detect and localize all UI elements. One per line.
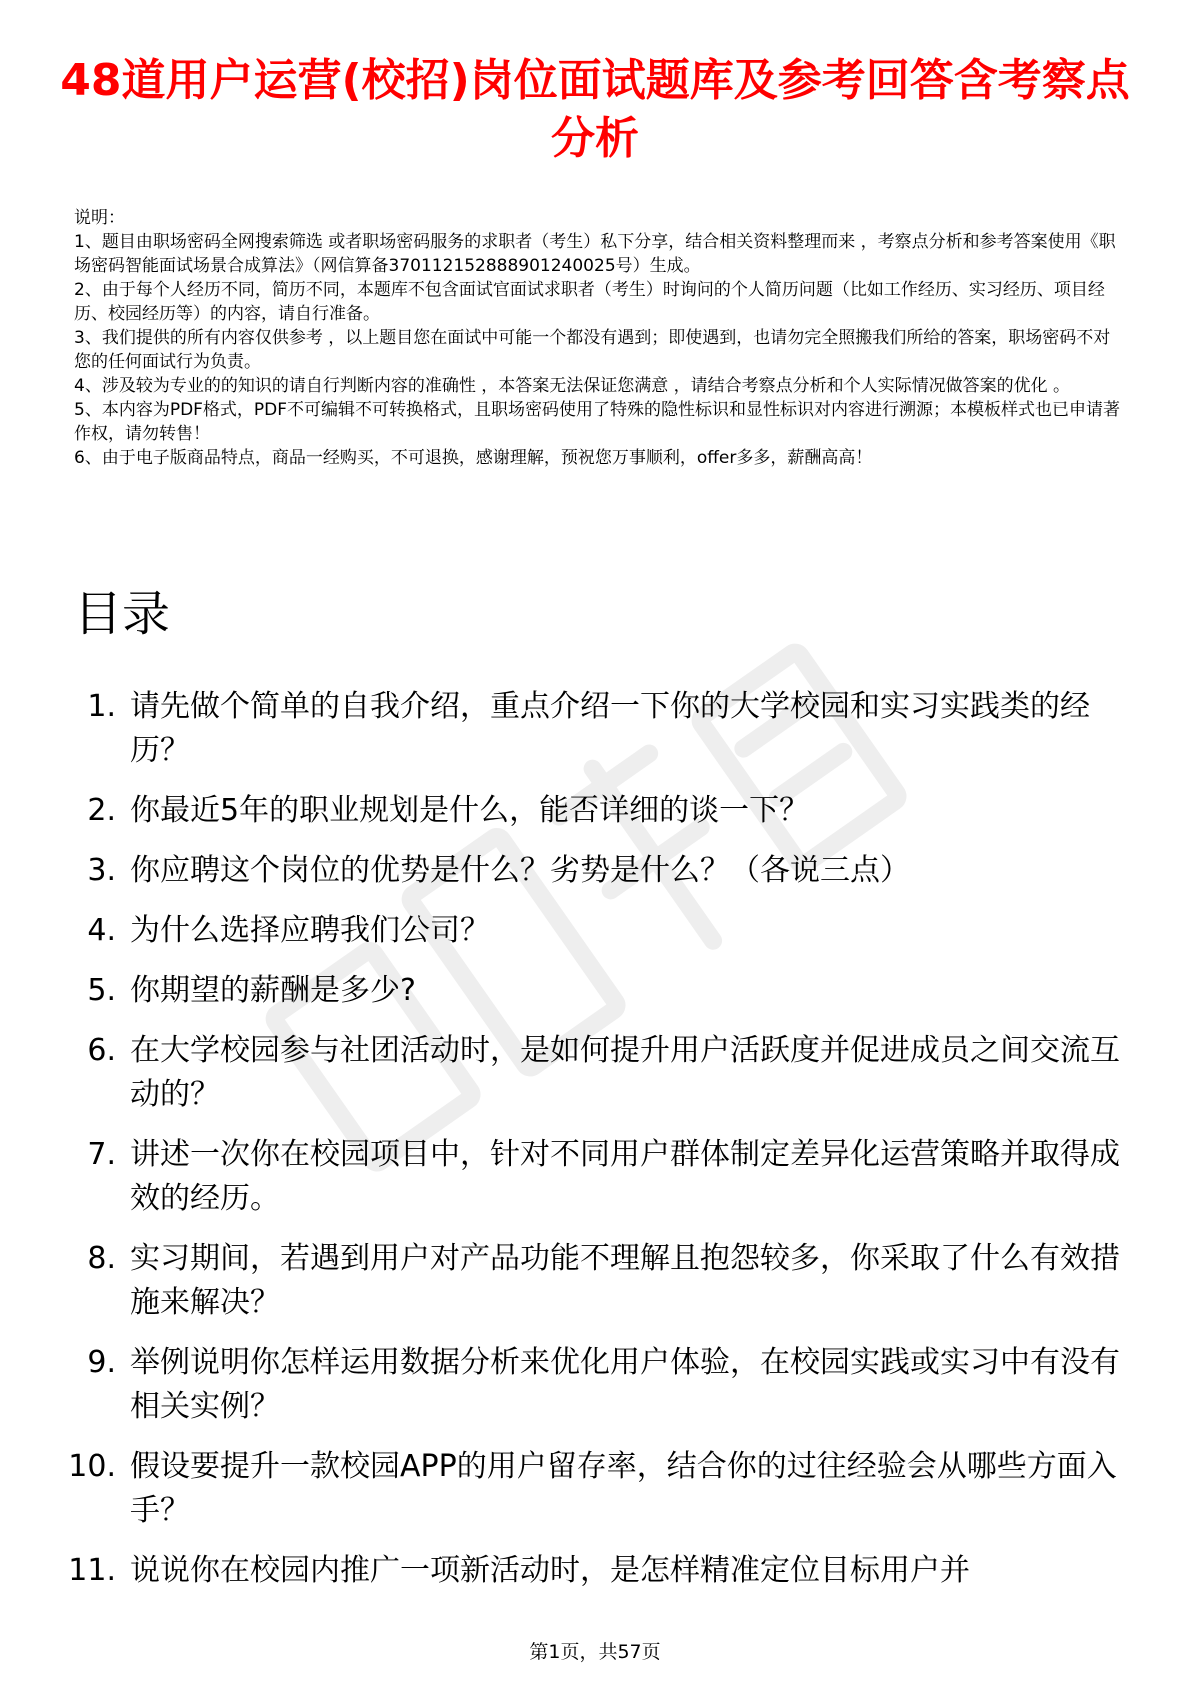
toc-item-number: 2. bbox=[87, 793, 116, 828]
toc-item[interactable] bbox=[60, 1029, 1120, 1117]
toc-item-number: 8. bbox=[87, 1241, 116, 1276]
toc-item-text: 假设要提升一款校园APP的用户留存率，结合你的过往经验会从哪些方面入手？ bbox=[130, 1449, 1117, 1528]
toc-item[interactable] bbox=[60, 1549, 1120, 1593]
toc-item-text: 你期望的薪酬是多少? bbox=[130, 973, 416, 1008]
toc-item-text: 讲述一次你在校园项目中，针对不同用户群体制定差异化运营策略并取得成效的经历。 bbox=[130, 1137, 1120, 1216]
note-item: 6、由于电子版商品特点，商品一经购买，不可退换，感谢理解，预祝您万事顺利，offer多多，薪酬高高！ bbox=[74, 448, 873, 468]
document-title: 48道用户运营(校招)岗位面试题库及参考回答含考察点分析 bbox=[60, 55, 1130, 164]
page-number: 第1页，共57页 bbox=[529, 1641, 661, 1663]
toc-item-number: 6. bbox=[87, 1033, 116, 1068]
table-of-contents bbox=[60, 685, 1120, 1609]
note-item: 5、本内容为PDF格式，PDF不可编辑不可转换格式，且职场密码使用了特殊的隐性标识和显性标识对内容进行溯源；本模板样式也已申请著作权，请勿转售！ bbox=[74, 400, 1121, 444]
toc-item[interactable] bbox=[60, 1341, 1120, 1429]
toc-item[interactable] bbox=[60, 909, 1120, 953]
toc-item[interactable] bbox=[60, 1133, 1120, 1221]
toc-item[interactable] bbox=[60, 789, 1120, 833]
toc-item[interactable] bbox=[60, 969, 1120, 1013]
toc-item-number: 10. bbox=[68, 1449, 116, 1484]
toc-item-number: 9. bbox=[87, 1345, 116, 1380]
toc-item-text: 为什么选择应聘我们公司？ bbox=[130, 913, 490, 948]
toc-item-text: 你最近5年的职业规划是什么，能否详细的谈一下？ bbox=[130, 793, 810, 828]
toc-item-text: 举例说明你怎样运用数据分析来优化用户体验，在校园实践或实习中有没有相关实例？ bbox=[130, 1345, 1120, 1424]
toc-item-number: 5. bbox=[87, 973, 116, 1008]
note-item: 3、我们提供的所有内容仅供参考 ，以上题目您在面试中可能一个都没有遇到；即使遇到，也请勿完全照搬我们所给的答案，职场密码不对您的任何面试行为负责。 bbox=[74, 328, 1111, 372]
note-item: 2、由于每个人经历不同，简历不同，本题库不包含面试官面试求职者（考生）时询问的个人简历问题（比如工作经历、实习经历、项目经历、校园经历等）的内容，请自行准备。 bbox=[74, 280, 1105, 324]
note-item: 4、涉及较为专业的的知识的请自行判断内容的准确性 ，本答案无法保证您满意 ，请结合考察点分析和个人实际情况做答案的优化 。 bbox=[74, 376, 1071, 396]
toc-item-text: 请先做个简单的自我介绍，重点介绍一下你的大学校园和实习实践类的经历？ bbox=[130, 689, 1090, 768]
toc-item-text: 说说你在校园内推广一项新活动时，是怎样精准定位目标用户并 bbox=[130, 1553, 970, 1588]
note-item: 1、题目由职场密码全网搜索筛选 或者职场密码服务的求职者（考生）私下分享，结合相关资料整理而来 ，考察点分析和参考答案使用《职场密码智能面试场景合成算法》（网信算备370112152888901240025号）生成。 bbox=[74, 232, 1116, 276]
toc-item-number: 7. bbox=[87, 1137, 116, 1172]
toc-item-text: 你应聘这个岗位的优势是什么？劣势是什么？（各说三点） bbox=[130, 853, 910, 888]
toc-item-text: 实习期间，若遇到用户对产品功能不理解且抱怨较多，你采取了什么有效措施来解决？ bbox=[130, 1241, 1120, 1320]
toc-item[interactable] bbox=[60, 849, 1120, 893]
disclaimer-notes bbox=[74, 206, 1124, 470]
toc-item-text: 在大学校园参与社团活动时，是如何提升用户活跃度并促进成员之间交流互动的？ bbox=[130, 1033, 1120, 1112]
notes-heading: 说明： bbox=[74, 208, 125, 228]
toc-item-number: 1. bbox=[87, 689, 116, 724]
toc-item[interactable] bbox=[60, 685, 1120, 773]
toc-item-number: 11. bbox=[68, 1553, 116, 1588]
toc-item[interactable] bbox=[60, 1237, 1120, 1325]
toc-heading: 目录 bbox=[74, 586, 171, 642]
toc-item-number: 3. bbox=[87, 853, 116, 888]
toc-item[interactable] bbox=[60, 1445, 1120, 1533]
toc-item-number: 4. bbox=[87, 913, 116, 948]
